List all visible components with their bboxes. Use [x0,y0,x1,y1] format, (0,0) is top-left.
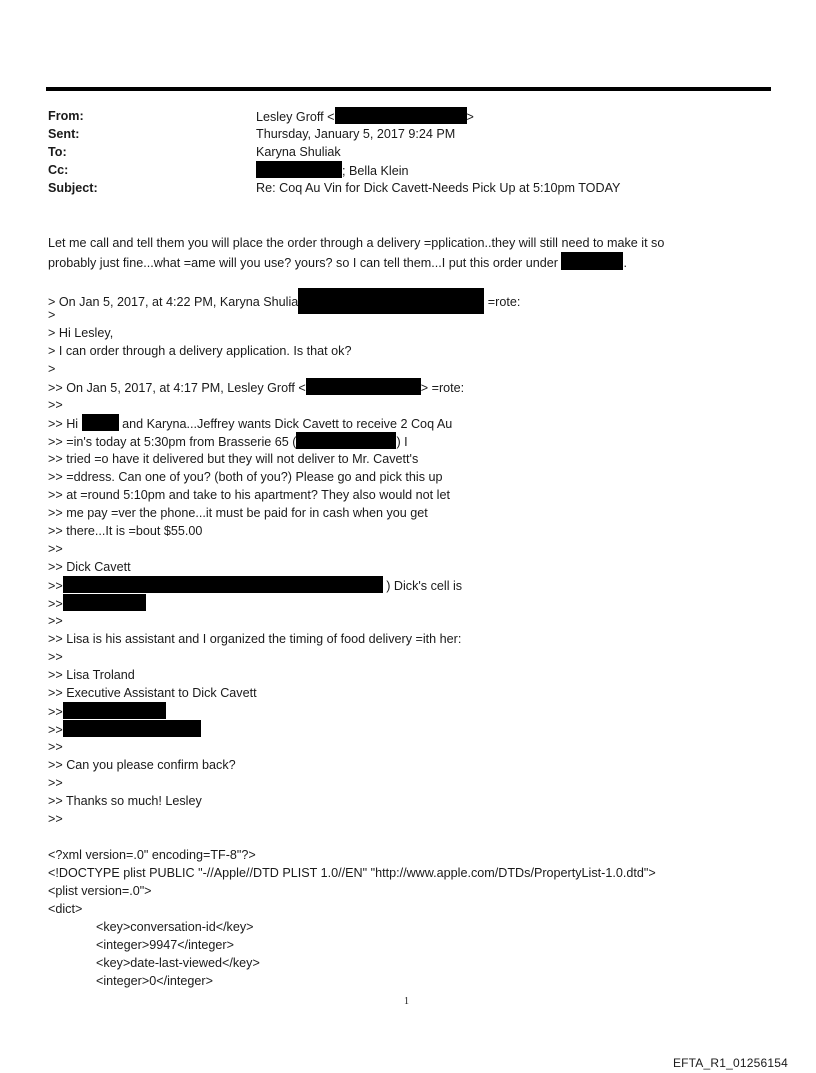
body-text: ) I [396,435,408,449]
body-text: =rote: [487,295,521,309]
body-line [48,702,166,721]
plist-line: <integer>9947</integer> [96,938,234,952]
body-line: >> Can you please confirm back? [48,758,236,772]
body-line [48,720,201,739]
body-line: >> me pay =ver the phone...it must be paid for in cash when you get [48,506,428,520]
body-line: > I can order through a delivery application. Is that ok? [48,344,352,358]
redaction-block [298,288,484,314]
body-text: > =rote: [420,381,465,395]
body-line [48,414,452,433]
plist-line: <plist version=.0"> [48,884,152,898]
plist-line: <integer>0</integer> [96,974,213,988]
redaction-block [296,432,396,449]
body-text: >> On Jan 5, 2017, at 4:17 PM, Lesley Groff < [48,381,306,395]
body-line: >> [48,614,63,628]
body-text: probably just fine...what =ame will you use? yours? so I can tell them...I put this order under [48,256,558,270]
body-text: >> [48,723,63,737]
body-text: and Karyna...Jeffrey wants Dick Cavett to receive 2 Coq Au [122,417,453,431]
redaction-block [63,594,146,611]
body-line: >> [48,776,63,790]
body-line: Let me call and tell them you will place the order through a delivery =pplication..they will still need to make it so [48,236,665,250]
cc-label: Cc: [48,163,69,177]
body-line: >> Executive Assistant to Dick Cavett [48,686,257,700]
header-rule [46,87,771,91]
from-bracket: > [466,110,474,124]
body-line: >> Dick Cavett [48,560,131,574]
redaction-block [306,378,421,395]
subject-label: Subject: [48,181,98,195]
to-label: To: [48,145,67,159]
body-text: ) Dick's cell is [386,579,463,593]
plist-line: <!DOCTYPE plist PUBLIC "-//Apple//DTD PLIST 1.0//EN" "http://www.apple.com/DTDs/PropertyList-1.0.dtd"> [48,866,656,880]
sent-value: Thursday, January 5, 2017 9:24 PM [256,127,456,141]
body-line: >> there...It is =bout $55.00 [48,524,203,538]
page-number: 1 [404,996,409,1007]
body-text: . [623,256,627,270]
body-line: >> [48,542,63,556]
body-text: >> =in's today at 5:30pm from Brasserie 65 ( [48,435,297,449]
document-id: EFTA_R1_01256154 [672,1056,788,1070]
redaction-block [82,414,119,431]
body-line [48,288,520,314]
body-line: >> Thanks so much! Lesley [48,794,202,808]
body-line: >> Lisa Troland [48,668,135,682]
redaction-block [63,702,166,719]
redaction-block [561,252,623,270]
redaction-block [256,161,342,178]
body-line [48,378,464,397]
cc-name: ; Bella Klein [342,164,409,178]
from-label: From: [48,109,84,123]
sent-label: Sent: [48,127,80,141]
body-line: > [48,308,56,322]
plist-line: <key>conversation-id</key> [96,920,254,934]
body-line: > [48,362,56,376]
plist-line: <?xml version=.0" encoding=TF-8"?> [48,848,256,862]
body-line [48,432,408,451]
body-text: >> [48,597,63,611]
body-text: > On Jan 5, 2017, at 4:22 PM, Karyna Shulia [48,295,299,309]
redaction-block [63,720,201,737]
body-line [48,576,462,595]
body-line [48,252,627,272]
redaction-block [63,576,383,593]
from-value [256,107,474,126]
body-line: >> at =round 5:10pm and take to his apartment? They also would not let [48,488,450,502]
body-text: >> Hi [48,417,79,431]
to-value: Karyna Shuliak [256,145,341,159]
subject-value: Re: Coq Au Vin for Dick Cavett-Needs Pick Up at 5:10pm TODAY [256,181,621,195]
body-line: >> [48,650,63,664]
body-line: > Hi Lesley, [48,326,114,340]
plist-line: <dict> [48,902,83,916]
body-line: >> Lisa is his assistant and I organized the timing of food delivery =ith her: [48,632,462,646]
body-text: >> [48,705,63,719]
body-line: >> [48,740,63,754]
body-line [48,594,146,613]
cc-value [256,161,409,180]
body-line: >> [48,812,63,826]
plist-line: <key>date-last-viewed</key> [96,956,260,970]
body-line: >> [48,398,63,412]
body-text: >> [48,579,63,593]
body-line: >> =ddress. Can one of you? (both of you?) Please go and pick this up [48,470,443,484]
redaction-block [335,107,467,124]
body-line: >> tried =o have it delivered but they will not deliver to Mr. Cavett's [48,452,419,466]
from-name: Lesley Groff < [256,110,335,124]
